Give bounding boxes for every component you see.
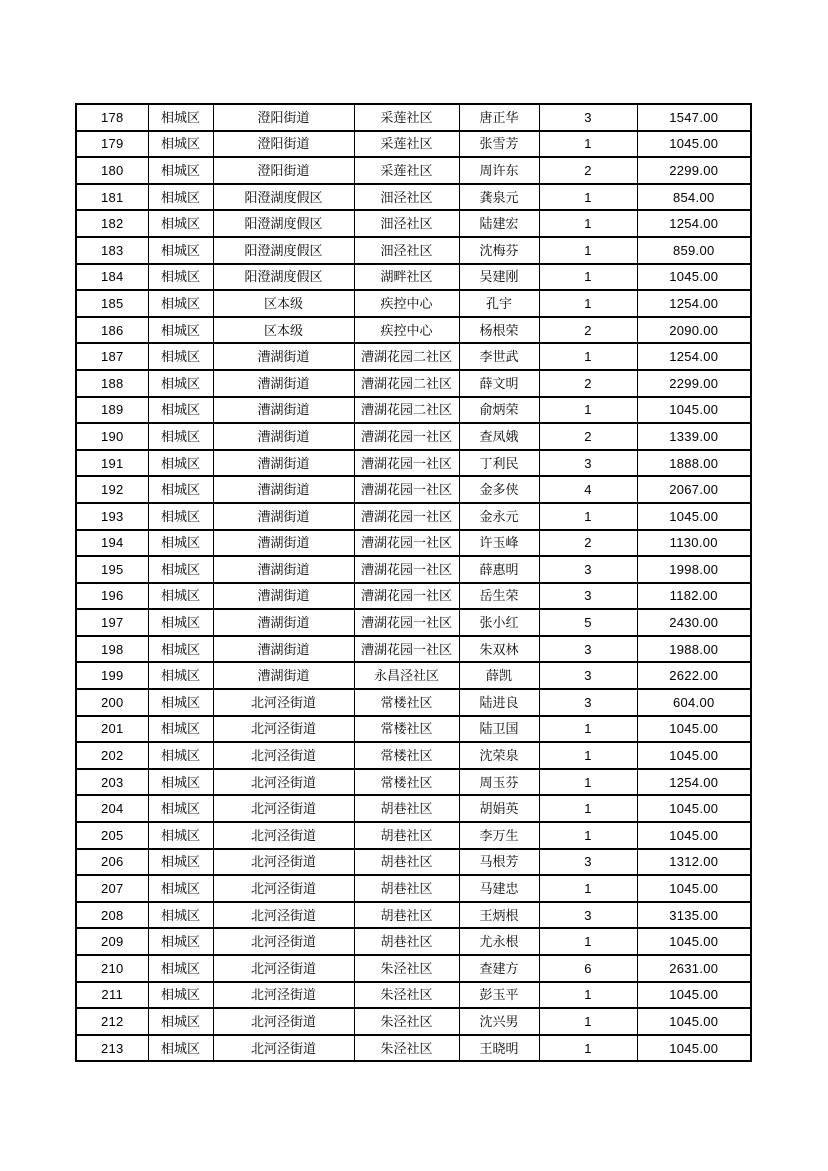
- cell-person-name: 张小红: [459, 609, 539, 636]
- cell-street: 阳澄湖度假区: [213, 237, 354, 264]
- cell-community: 漕湖花园一社区: [354, 503, 459, 530]
- cell-street: 区本级: [213, 290, 354, 317]
- cell-amount: 604.00: [637, 689, 751, 716]
- cell-amount: 1045.00: [637, 1008, 751, 1035]
- table-row: [76, 982, 751, 1009]
- cell-district: 相城区: [148, 849, 213, 876]
- cell-person-name: 岳生荣: [459, 583, 539, 610]
- table-row: [76, 769, 751, 796]
- cell-street: 北河泾街道: [213, 1035, 354, 1062]
- table-row: [76, 530, 751, 557]
- table-row: [76, 609, 751, 636]
- cell-row-no: 196: [76, 583, 148, 610]
- table-row: [76, 583, 751, 610]
- cell-community: 湖畔社区: [354, 264, 459, 291]
- cell-person-name: 朱双林: [459, 636, 539, 663]
- table-row: [76, 875, 751, 902]
- table-row: [76, 237, 751, 264]
- cell-community: 胡巷社区: [354, 795, 459, 822]
- cell-row-no: 205: [76, 822, 148, 849]
- cell-district: 相城区: [148, 530, 213, 557]
- cell-count: 3: [539, 556, 637, 583]
- cell-community: 胡巷社区: [354, 928, 459, 955]
- table-row: [76, 370, 751, 397]
- cell-street: 北河泾街道: [213, 875, 354, 902]
- cell-street: 漕湖街道: [213, 530, 354, 557]
- cell-street: 漕湖街道: [213, 583, 354, 610]
- cell-count: 1: [539, 716, 637, 743]
- cell-street: 北河泾街道: [213, 902, 354, 929]
- table-row: [76, 131, 751, 158]
- cell-row-no: 189: [76, 397, 148, 424]
- cell-street: 漕湖街道: [213, 397, 354, 424]
- cell-street: 阳澄湖度假区: [213, 184, 354, 211]
- cell-district: 相城区: [148, 928, 213, 955]
- cell-person-name: 金多侠: [459, 476, 539, 503]
- cell-street: 澄阳街道: [213, 131, 354, 158]
- cell-count: 1: [539, 769, 637, 796]
- cell-row-no: 182: [76, 210, 148, 237]
- cell-street: 漕湖街道: [213, 343, 354, 370]
- table-row: [76, 184, 751, 211]
- cell-row-no: 201: [76, 716, 148, 743]
- cell-street: 澄阳街道: [213, 104, 354, 131]
- cell-amount: 1339.00: [637, 423, 751, 450]
- cell-district: 相城区: [148, 237, 213, 264]
- cell-community: 漕湖花园一社区: [354, 476, 459, 503]
- cell-row-no: 208: [76, 902, 148, 929]
- cell-amount: 2090.00: [637, 317, 751, 344]
- cell-community: 疾控中心: [354, 317, 459, 344]
- cell-district: 相城区: [148, 636, 213, 663]
- cell-district: 相城区: [148, 689, 213, 716]
- cell-district: 相城区: [148, 875, 213, 902]
- cell-amount: 1045.00: [637, 982, 751, 1009]
- cell-district: 相城区: [148, 503, 213, 530]
- cell-district: 相城区: [148, 742, 213, 769]
- cell-row-no: 195: [76, 556, 148, 583]
- table-row: [76, 689, 751, 716]
- table-row: [76, 556, 751, 583]
- cell-district: 相城区: [148, 902, 213, 929]
- cell-amount: 1998.00: [637, 556, 751, 583]
- cell-count: 3: [539, 902, 637, 929]
- cell-community: 朱泾社区: [354, 955, 459, 982]
- table-row: [76, 1008, 751, 1035]
- cell-count: 1: [539, 795, 637, 822]
- cell-street: 区本级: [213, 317, 354, 344]
- cell-person-name: 许玉峰: [459, 530, 539, 557]
- cell-amount: 1045.00: [637, 716, 751, 743]
- cell-street: 漕湖街道: [213, 423, 354, 450]
- cell-count: 1: [539, 875, 637, 902]
- cell-community: 常楼社区: [354, 742, 459, 769]
- cell-street: 北河泾街道: [213, 1008, 354, 1035]
- cell-community: 漕湖花园一社区: [354, 609, 459, 636]
- cell-count: 3: [539, 662, 637, 689]
- cell-street: 漕湖街道: [213, 370, 354, 397]
- cell-count: 1: [539, 742, 637, 769]
- table-row: [76, 1035, 751, 1062]
- cell-count: 3: [539, 583, 637, 610]
- cell-count: 3: [539, 450, 637, 477]
- cell-row-no: 184: [76, 264, 148, 291]
- cell-district: 相城区: [148, 264, 213, 291]
- cell-district: 相城区: [148, 822, 213, 849]
- cell-street: 北河泾街道: [213, 928, 354, 955]
- cell-amount: 3135.00: [637, 902, 751, 929]
- cell-person-name: 薛文明: [459, 370, 539, 397]
- cell-count: 1: [539, 210, 637, 237]
- cell-district: 相城区: [148, 290, 213, 317]
- cell-community: 漕湖花园一社区: [354, 556, 459, 583]
- table-row: [76, 423, 751, 450]
- cell-row-no: 212: [76, 1008, 148, 1035]
- cell-district: 相城区: [148, 370, 213, 397]
- cell-person-name: 唐正华: [459, 104, 539, 131]
- cell-street: 漕湖街道: [213, 636, 354, 663]
- cell-row-no: 178: [76, 104, 148, 131]
- cell-person-name: 尤永根: [459, 928, 539, 955]
- cell-count: 1: [539, 264, 637, 291]
- cell-person-name: 杨根荣: [459, 317, 539, 344]
- table-row: [76, 795, 751, 822]
- cell-person-name: 沈梅芬: [459, 237, 539, 264]
- cell-count: 1: [539, 131, 637, 158]
- cell-community: 漕湖花园一社区: [354, 530, 459, 557]
- cell-count: 1: [539, 982, 637, 1009]
- cell-amount: 1888.00: [637, 450, 751, 477]
- cell-row-no: 181: [76, 184, 148, 211]
- cell-count: 3: [539, 636, 637, 663]
- cell-row-no: 210: [76, 955, 148, 982]
- cell-community: 朱泾社区: [354, 982, 459, 1009]
- cell-person-name: 彭玉平: [459, 982, 539, 1009]
- cell-community: 沺泾社区: [354, 184, 459, 211]
- cell-row-no: 203: [76, 769, 148, 796]
- cell-person-name: 龚泉元: [459, 184, 539, 211]
- cell-amount: 1045.00: [637, 928, 751, 955]
- cell-count: 1: [539, 290, 637, 317]
- cell-amount: 1045.00: [637, 503, 751, 530]
- cell-row-no: 185: [76, 290, 148, 317]
- cell-person-name: 陆进良: [459, 689, 539, 716]
- cell-count: 2: [539, 423, 637, 450]
- cell-community: 采莲社区: [354, 157, 459, 184]
- cell-district: 相城区: [148, 423, 213, 450]
- cell-community: 胡巷社区: [354, 875, 459, 902]
- cell-row-no: 183: [76, 237, 148, 264]
- cell-person-name: 查建方: [459, 955, 539, 982]
- cell-amount: 854.00: [637, 184, 751, 211]
- cell-person-name: 金永元: [459, 503, 539, 530]
- cell-amount: 1045.00: [637, 875, 751, 902]
- cell-count: 2: [539, 157, 637, 184]
- cell-community: 朱泾社区: [354, 1008, 459, 1035]
- cell-person-name: 孔宇: [459, 290, 539, 317]
- cell-community: 漕湖花园一社区: [354, 423, 459, 450]
- cell-row-no: 197: [76, 609, 148, 636]
- cell-row-no: 213: [76, 1035, 148, 1062]
- cell-community: 采莲社区: [354, 104, 459, 131]
- table-row: [76, 450, 751, 477]
- cell-person-name: 胡娟英: [459, 795, 539, 822]
- cell-amount: 1254.00: [637, 210, 751, 237]
- table-row: [76, 902, 751, 929]
- cell-street: 漕湖街道: [213, 609, 354, 636]
- table-row: [76, 636, 751, 663]
- cell-count: 3: [539, 689, 637, 716]
- cell-count: 1: [539, 343, 637, 370]
- cell-count: 5: [539, 609, 637, 636]
- cell-district: 相城区: [148, 609, 213, 636]
- cell-count: 1: [539, 928, 637, 955]
- cell-district: 相城区: [148, 583, 213, 610]
- cell-district: 相城区: [148, 1035, 213, 1062]
- table-row: [76, 343, 751, 370]
- cell-person-name: 王炳根: [459, 902, 539, 929]
- cell-community: 漕湖花园一社区: [354, 583, 459, 610]
- cell-row-no: 206: [76, 849, 148, 876]
- cell-district: 相城区: [148, 716, 213, 743]
- cell-amount: 2631.00: [637, 955, 751, 982]
- cell-person-name: 吴建刚: [459, 264, 539, 291]
- cell-amount: 1254.00: [637, 769, 751, 796]
- cell-street: 漕湖街道: [213, 503, 354, 530]
- cell-street: 北河泾街道: [213, 849, 354, 876]
- cell-district: 相城区: [148, 1008, 213, 1035]
- table-row: [76, 290, 751, 317]
- cell-person-name: 马建忠: [459, 875, 539, 902]
- cell-community: 漕湖花园一社区: [354, 636, 459, 663]
- cell-district: 相城区: [148, 104, 213, 131]
- cell-amount: 2299.00: [637, 157, 751, 184]
- cell-count: 1: [539, 237, 637, 264]
- cell-district: 相城区: [148, 131, 213, 158]
- cell-amount: 1045.00: [637, 264, 751, 291]
- cell-district: 相城区: [148, 556, 213, 583]
- cell-street: 漕湖街道: [213, 450, 354, 477]
- cell-community: 漕湖花园一社区: [354, 450, 459, 477]
- roster-table: [75, 103, 752, 1062]
- cell-community: 朱泾社区: [354, 1035, 459, 1062]
- cell-amount: 1182.00: [637, 583, 751, 610]
- cell-person-name: 陆建宏: [459, 210, 539, 237]
- cell-street: 阳澄湖度假区: [213, 210, 354, 237]
- cell-district: 相城区: [148, 795, 213, 822]
- table-row: [76, 662, 751, 689]
- cell-district: 相城区: [148, 157, 213, 184]
- cell-row-no: 209: [76, 928, 148, 955]
- cell-community: 胡巷社区: [354, 849, 459, 876]
- table-row: [76, 503, 751, 530]
- cell-district: 相城区: [148, 955, 213, 982]
- cell-street: 澄阳街道: [213, 157, 354, 184]
- cell-count: 1: [539, 1008, 637, 1035]
- table-row: [76, 716, 751, 743]
- cell-amount: 1312.00: [637, 849, 751, 876]
- table-row: [76, 317, 751, 344]
- cell-community: 采莲社区: [354, 131, 459, 158]
- cell-row-no: 186: [76, 317, 148, 344]
- cell-community: 漕湖花园二社区: [354, 397, 459, 424]
- cell-amount: 1045.00: [637, 131, 751, 158]
- cell-count: 1: [539, 822, 637, 849]
- cell-community: 胡巷社区: [354, 822, 459, 849]
- cell-person-name: 沈兴男: [459, 1008, 539, 1035]
- cell-count: 1: [539, 503, 637, 530]
- table-row: [76, 157, 751, 184]
- cell-street: 北河泾街道: [213, 769, 354, 796]
- cell-district: 相城区: [148, 317, 213, 344]
- cell-count: 2: [539, 317, 637, 344]
- cell-count: 6: [539, 955, 637, 982]
- cell-amount: 1547.00: [637, 104, 751, 131]
- cell-district: 相城区: [148, 343, 213, 370]
- cell-street: 漕湖街道: [213, 476, 354, 503]
- cell-row-no: 198: [76, 636, 148, 663]
- cell-count: 3: [539, 104, 637, 131]
- cell-street: 北河泾街道: [213, 689, 354, 716]
- cell-amount: 2622.00: [637, 662, 751, 689]
- cell-row-no: 202: [76, 742, 148, 769]
- cell-count: 1: [539, 184, 637, 211]
- cell-amount: 1254.00: [637, 290, 751, 317]
- cell-person-name: 丁利民: [459, 450, 539, 477]
- cell-person-name: 薛惠明: [459, 556, 539, 583]
- cell-community: 漕湖花园二社区: [354, 370, 459, 397]
- cell-district: 相城区: [148, 184, 213, 211]
- cell-district: 相城区: [148, 210, 213, 237]
- cell-count: 3: [539, 849, 637, 876]
- cell-amount: 1045.00: [637, 795, 751, 822]
- table-row: [76, 397, 751, 424]
- cell-person-name: 陆卫国: [459, 716, 539, 743]
- cell-row-no: 191: [76, 450, 148, 477]
- table-row: [76, 742, 751, 769]
- cell-person-name: 周玉芬: [459, 769, 539, 796]
- cell-amount: 859.00: [637, 237, 751, 264]
- cell-street: 北河泾街道: [213, 742, 354, 769]
- cell-row-no: 211: [76, 982, 148, 1009]
- cell-person-name: 薛凯: [459, 662, 539, 689]
- cell-street: 北河泾街道: [213, 716, 354, 743]
- cell-count: 2: [539, 370, 637, 397]
- table-row: [76, 104, 751, 131]
- cell-row-no: 192: [76, 476, 148, 503]
- cell-amount: 1045.00: [637, 822, 751, 849]
- cell-street: 北河泾街道: [213, 955, 354, 982]
- table-row: [76, 476, 751, 503]
- cell-amount: 2430.00: [637, 609, 751, 636]
- cell-community: 永昌泾社区: [354, 662, 459, 689]
- cell-count: 1: [539, 1035, 637, 1062]
- cell-row-no: 179: [76, 131, 148, 158]
- cell-person-name: 马根芳: [459, 849, 539, 876]
- cell-district: 相城区: [148, 662, 213, 689]
- cell-amount: 1988.00: [637, 636, 751, 663]
- cell-row-no: 190: [76, 423, 148, 450]
- cell-person-name: 周许东: [459, 157, 539, 184]
- cell-street: 漕湖街道: [213, 556, 354, 583]
- cell-street: 漕湖街道: [213, 662, 354, 689]
- cell-community: 疾控中心: [354, 290, 459, 317]
- cell-row-no: 204: [76, 795, 148, 822]
- table-body: [76, 104, 751, 1061]
- cell-district: 相城区: [148, 450, 213, 477]
- cell-row-no: 194: [76, 530, 148, 557]
- cell-district: 相城区: [148, 769, 213, 796]
- cell-district: 相城区: [148, 397, 213, 424]
- table-row: [76, 955, 751, 982]
- cell-amount: 1045.00: [637, 397, 751, 424]
- table-row: [76, 264, 751, 291]
- cell-person-name: 李世武: [459, 343, 539, 370]
- cell-count: 1: [539, 397, 637, 424]
- cell-amount: 1130.00: [637, 530, 751, 557]
- cell-community: 漕湖花园二社区: [354, 343, 459, 370]
- cell-community: 常楼社区: [354, 689, 459, 716]
- cell-count: 4: [539, 476, 637, 503]
- cell-amount: 1045.00: [637, 742, 751, 769]
- cell-district: 相城区: [148, 476, 213, 503]
- table-row: [76, 849, 751, 876]
- cell-community: 沺泾社区: [354, 210, 459, 237]
- cell-row-no: 187: [76, 343, 148, 370]
- cell-row-no: 180: [76, 157, 148, 184]
- cell-amount: 2067.00: [637, 476, 751, 503]
- cell-person-name: 王晓明: [459, 1035, 539, 1062]
- table-row: [76, 210, 751, 237]
- cell-person-name: 俞炳荣: [459, 397, 539, 424]
- table-row: [76, 822, 751, 849]
- cell-amount: 1045.00: [637, 1035, 751, 1062]
- cell-street: 阳澄湖度假区: [213, 264, 354, 291]
- cell-person-name: 沈荣泉: [459, 742, 539, 769]
- cell-community: 常楼社区: [354, 716, 459, 743]
- cell-row-no: 200: [76, 689, 148, 716]
- cell-amount: 2299.00: [637, 370, 751, 397]
- cell-row-no: 193: [76, 503, 148, 530]
- cell-street: 北河泾街道: [213, 795, 354, 822]
- cell-community: 沺泾社区: [354, 237, 459, 264]
- cell-row-no: 188: [76, 370, 148, 397]
- table-row: [76, 928, 751, 955]
- cell-row-no: 207: [76, 875, 148, 902]
- cell-row-no: 199: [76, 662, 148, 689]
- cell-person-name: 张雪芳: [459, 131, 539, 158]
- cell-community: 常楼社区: [354, 769, 459, 796]
- cell-count: 2: [539, 530, 637, 557]
- cell-street: 北河泾街道: [213, 822, 354, 849]
- cell-community: 胡巷社区: [354, 902, 459, 929]
- cell-amount: 1254.00: [637, 343, 751, 370]
- cell-street: 北河泾街道: [213, 982, 354, 1009]
- cell-person-name: 李万生: [459, 822, 539, 849]
- cell-person-name: 查凤娥: [459, 423, 539, 450]
- cell-district: 相城区: [148, 982, 213, 1009]
